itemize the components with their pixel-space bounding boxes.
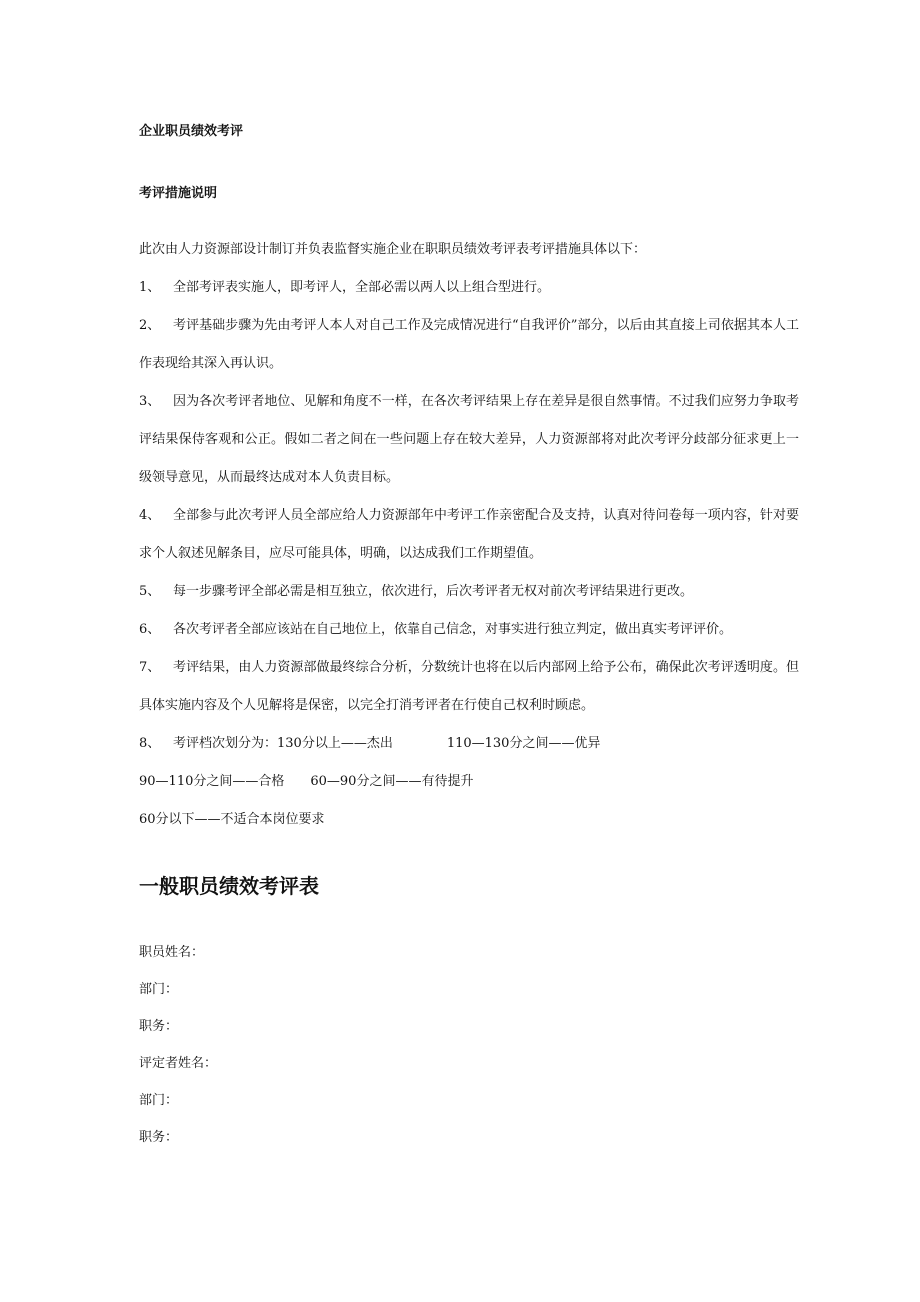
grade-unfit: 60分以下——不适合本岗位要求 (139, 812, 325, 827)
item-text: 每一步骤考评全部必需是相互独立，依次进行，后次考评者无权对前次考评结果进行更改。 (173, 584, 694, 599)
item-text: 因为各次考评者地位、见解和角度不一样，在各次考评结果上存在差异是很自然事情。不过我们应努力争取考评结果保侍客观和公正。假如二者之间在一些问题上存在较大差异，人力资源部将对此次考评分歧部分征求更上一级领导意见，从而最终达成对本人负责目标。 (139, 394, 799, 485)
list-item (139, 573, 799, 611)
list-item (139, 269, 799, 307)
list-item-grades (139, 725, 799, 763)
item-number: 1、 (139, 280, 161, 295)
form-fields (139, 934, 217, 1156)
list-item (139, 383, 799, 497)
evaluator-department-field: 部门： (139, 1093, 179, 1108)
item-text: 考评结果，由人力资源部做最终综合分析，分数统计也将在以后内部网上给予公布，确保此次考评透明度。但具体实施内容及个人见解将是保密，以完全打消考评者在行使自己权利时顾虑。 (139, 660, 799, 713)
form-title: 一般职员绩效考评表 (139, 874, 319, 898)
item-text: 考评基础步骤为先由考评人本人对自己工作及完成情况进行“自我评价”部分，以后由其直接上司依据其本人工作表现给其深入再认识。 (139, 318, 799, 371)
item-text: 全部考评表实施人，即考评人，全部必需以两人以上组合型进行。 (173, 280, 551, 295)
evaluator-name-field: 评定者姓名： (139, 1056, 218, 1071)
item-number: 8、 (139, 736, 161, 751)
section-title: 考评措施说明 (139, 186, 218, 201)
document-body (139, 231, 799, 839)
item-number: 2、 (139, 318, 161, 333)
item-number: 7、 (139, 660, 161, 675)
grade-improve: 60—90分之间——有待提升 (310, 774, 474, 789)
item-number: 4、 (139, 508, 161, 523)
grade-qualified: 90—110分之间——合格 (139, 774, 285, 789)
item-text: 全部参与此次考评人员全部应给人力资源部年中考评工作亲密配合及支持，认真对待问卷每一项内容，针对要求个人叙述见解条目，应尽可能具体，明确，以达成我们工作期望值。 (139, 508, 799, 561)
employee-name-field: 职员姓名： (139, 945, 205, 960)
list-item (139, 497, 799, 573)
document-title: 企业职员绩效考评 (139, 124, 244, 139)
evaluator-position-field: 职务： (139, 1130, 179, 1145)
item-text: 各次考评者全部应该站在自己地位上，依靠自己信念，对事实进行独立判定，做出真实考评评价。 (173, 622, 733, 637)
item-number: 6、 (139, 622, 161, 637)
list-item (139, 611, 799, 649)
employee-department-field: 部门： (139, 982, 179, 997)
employee-position-field: 职务： (139, 1019, 179, 1034)
grade-line (139, 801, 799, 839)
item-number: 3、 (139, 394, 161, 409)
item-number: 5、 (139, 584, 161, 599)
grade-excellent: 考评档次划分为：130分以上——杰出 (173, 736, 393, 751)
intro-paragraph: 此次由人力资源部设计制订并负表监督实施企业在职职员绩效考评表考评措施具体以下： (139, 242, 647, 257)
list-item (139, 307, 799, 383)
grade-superior: 110—130分之间——优异 (446, 736, 601, 751)
grade-line (139, 763, 799, 801)
list-item (139, 649, 799, 725)
